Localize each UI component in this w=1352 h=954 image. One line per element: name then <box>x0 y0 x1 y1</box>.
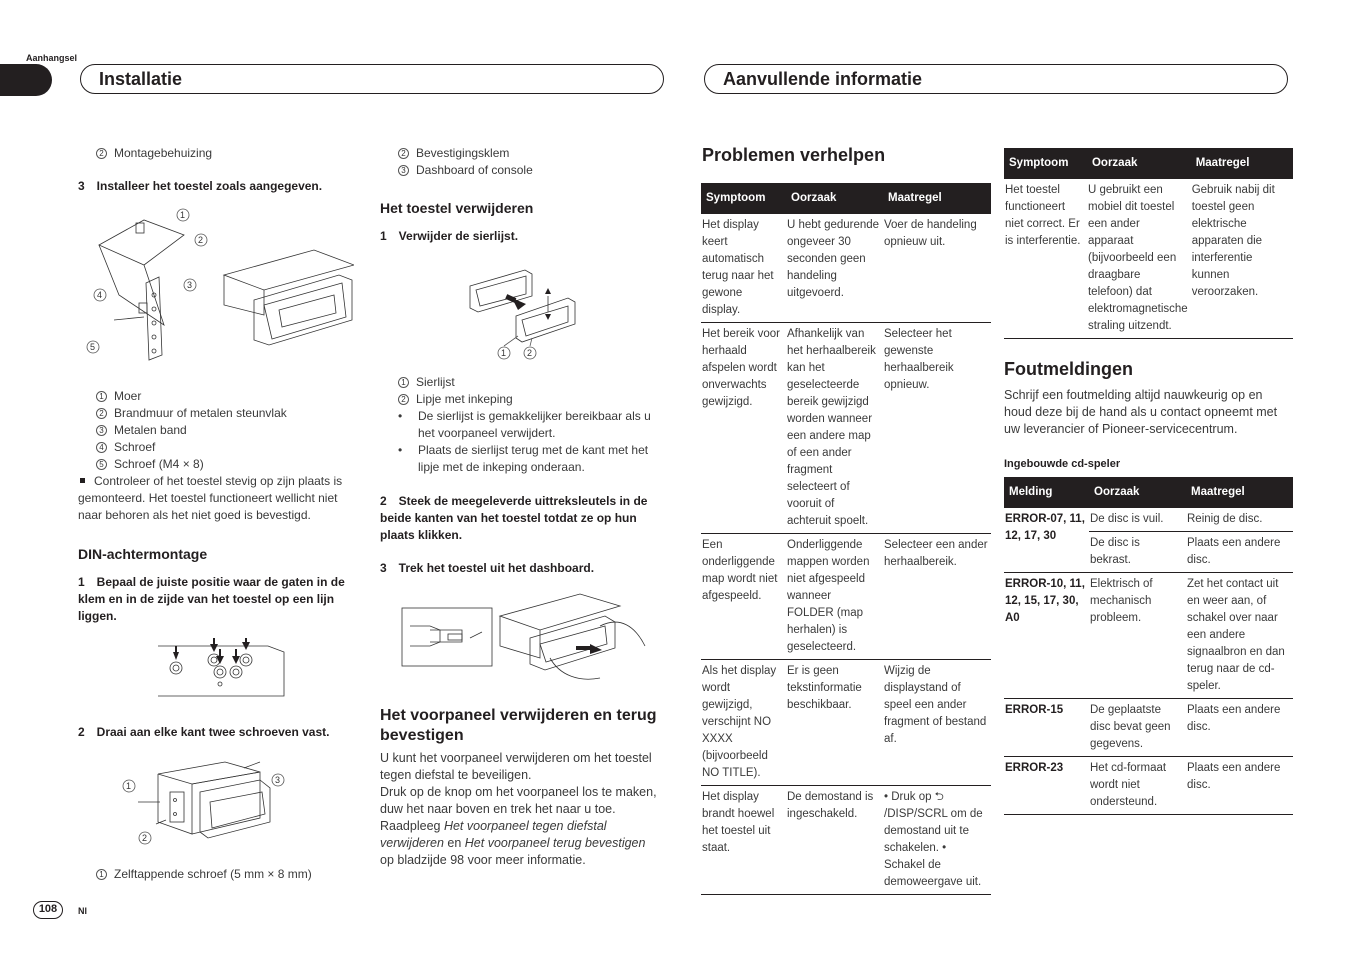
bullet-icon: • <box>398 443 403 457</box>
problems-title: Problemen verhelpen <box>702 145 886 165</box>
remove-title: Het toestel verwijderen <box>380 200 534 216</box>
pull-out-figure <box>400 586 650 686</box>
bullet-icon: • <box>398 409 403 423</box>
interference-table <box>1004 148 1293 339</box>
legend-montage: 2 Montagebehuizing <box>96 145 212 162</box>
svg-text:1: 1 <box>126 781 132 791</box>
install-note: Controleer of het toestel stevig op zijn plaats is gemonteerd. Het toestel functioneert wellicht niet naar behoren als het niet goed is bevestigd. <box>78 474 343 522</box>
svg-text:1: 1 <box>180 210 186 220</box>
chapter-tab <box>0 64 52 96</box>
install-step-3: 3 Installeer het toestel zoals aangegeven. <box>78 179 323 193</box>
panel-title: Het voorpaneel verwijderen en terug bevestigen <box>380 707 657 744</box>
table-header-row: Symptoom Oorzaak Maatregel <box>701 183 991 214</box>
number-4-icon: 4 <box>96 442 107 453</box>
table-header-row: Melding Oorzaak Maatregel <box>1004 477 1293 508</box>
svg-text:3: 3 <box>275 775 281 785</box>
section-title-aanvullende: Aanvullende informatie <box>704 64 1288 94</box>
table-row: Het toestel functioneert niet correct. Er is interferentie. U gebruikt een mobiel dit toestel een ander apparaat (bijvoorbeeld een draagbare telefoon) dat elektromagnetische straling uitzendt. Gebruik nabij dit toestel geen elektrische apparaten die interferentie kunnen veroorzaken. <box>1004 179 1293 339</box>
svg-text:2: 2 <box>198 235 204 245</box>
din-title: DIN-achtermontage <box>78 546 208 562</box>
number-2-icon: 2 <box>96 408 107 419</box>
svg-text:5: 5 <box>90 342 96 352</box>
svg-text:2: 2 <box>527 348 533 358</box>
number-1-icon: 1 <box>398 377 409 388</box>
language-code: Nl <box>78 906 87 916</box>
number-2-icon: 2 <box>96 148 107 159</box>
number-3-icon: 3 <box>96 425 107 436</box>
cd-player-label: Ingebouwde cd-speler <box>1004 458 1121 470</box>
page-number: 108 <box>33 901 63 919</box>
screws-figure <box>120 752 300 852</box>
remove-legend: 1 Sierlijst 2 Lipje met inkeping • De sierlijst is gemakkelijker bereikbaar als u het voorpaneel verwijdert. • Plaats de sierlijst terug met de kant met het lipje met de inkeping onderaan. <box>398 375 651 474</box>
table-row: Het display brandt hoewel het toestel uit staat. De demostand is ingeschakeld. • Druk op ⮌ /DISP/SCRL om de demostand uit te schakelen. • Schakel de demoweergave uit. <box>701 786 991 895</box>
table-row: Het bereik voor herhaald afspelen wordt onverwachts gewijzigd. Afhankelijk van het herhaalbereik kan het geselecteerde bereik gewijzigd worden wanneer een andere map of een ander fragment selecteert of vooruit of achteruit spoelt. Selecteer het gewenste herhaalbereik opnieuw. <box>701 323 991 534</box>
table-row: ERROR-15 De geplaatste disc bevat geen gegevens. Plaats een andere disc. <box>1004 699 1293 757</box>
remove-step-1: 1 Verwijder de sierlijst. <box>380 229 519 243</box>
number-1-icon: 1 <box>96 391 107 402</box>
errors-intro: Schrijf een foutmelding altijd nauwkeurig op en houd deze bij de hand als u contact opneemt met uw leverancier of Pioneer-servicecentrum. <box>1004 388 1278 436</box>
error-table <box>1004 477 1293 815</box>
section-title-installatie: Installatie <box>80 64 664 94</box>
remove-step-2: 2 Steek de meegeleverde uittreksleutels in de beide kanten van het toestel totdat ze op hun plaats klikken. <box>380 494 648 542</box>
errors-title: Foutmeldingen <box>1004 359 1133 379</box>
remove-step-3: 3 Trek het toestel uit het dashboard. <box>380 561 595 575</box>
problems-table <box>701 183 991 895</box>
table-row: De disc is bekrast. Plaats een andere disc. <box>1004 532 1293 573</box>
svg-text:2: 2 <box>142 833 148 843</box>
din-step-1: 1 Bepaal de juiste positie waar de gaten in de klem en in de zijde van het toestel op een lijn liggen. <box>78 575 345 623</box>
screw-legend: 1 Zelftappende schroef (5 mm × 8 mm) <box>96 866 312 883</box>
table-header-row: Symptoom Oorzaak Maatregel <box>1004 148 1293 179</box>
svg-text:3: 3 <box>187 280 193 290</box>
table-row: ERROR-10, 11, 12, 15, 17, 30, A0 Elektrisch of mechanisch probleem. Zet het contact uit en weer aan, of schakel over naar een andere signaalbron en dan terug naar de cd-speler. <box>1004 573 1293 699</box>
din-clip-figure <box>158 638 288 700</box>
chapter-label: Aanhangsel <box>26 53 78 63</box>
number-5-icon: 5 <box>96 459 107 470</box>
svg-text:4: 4 <box>97 290 103 300</box>
table-row: ERROR-07, 11, 12, 17, 30 De disc is vuil. Reinig de disc. <box>1004 508 1293 532</box>
table-row: Als het display wordt gewijzigd, verschijnt NO XXXX (bijvoorbeeld NO TITLE). Er is geen tekstinformatie beschikbaar. Wijzig de displaystand of speel een ander fragment of bestand af. <box>701 660 991 786</box>
number-3-icon: 3 <box>398 165 409 176</box>
number-1-icon: 1 <box>96 869 107 880</box>
table-row: Het display keert automatisch terug naar het gewone display. U hebt gedurende ongeveer 30 seconden geen handeling uitgevoerd. Voer de handeling opnieuw uit. <box>701 214 991 323</box>
din-step-2: 2 Draai aan elke kant twee schroeven vast. <box>78 725 330 739</box>
install-figure <box>84 205 354 365</box>
svg-text:1: 1 <box>501 348 507 358</box>
table-row: ERROR-23 Het cd-formaat wordt niet ondersteund. Plaats een andere disc. <box>1004 757 1293 815</box>
square-bullet-icon <box>80 478 85 483</box>
table-row: Een onderliggende map wordt niet afgespeeld. Onderliggende mappen worden niet afgespeeld wanneer FOLDER (map herhalen) is geselecteerd. Selecteer een ander herhaalbereik. <box>701 534 991 660</box>
trim-ring-figure <box>460 256 590 364</box>
install-legend: 1 Moer 2 Brandmuur of metalen steunvlak 3 Metalen band 4 Schroef 5 Schroef (M4 × 8) <box>96 388 356 473</box>
number-2-icon: 2 <box>398 148 409 159</box>
panel-text: U kunt het voorpaneel verwijderen om het toestel tegen diefstal te beveiligen. Druk op de knop om het voorpaneel los te maken, duw het naar boven en trek het naar u toe. Raadpleeg Het voorpaneel tegen diefstal verwijderen en Het voorpaneel terug bevestigen op bladzijde 98 voor meer informatie. <box>380 751 657 867</box>
number-2-icon: 2 <box>398 394 409 405</box>
legend-top: 2 Bevestigingsklem 3 Dashboard of console <box>398 145 533 179</box>
